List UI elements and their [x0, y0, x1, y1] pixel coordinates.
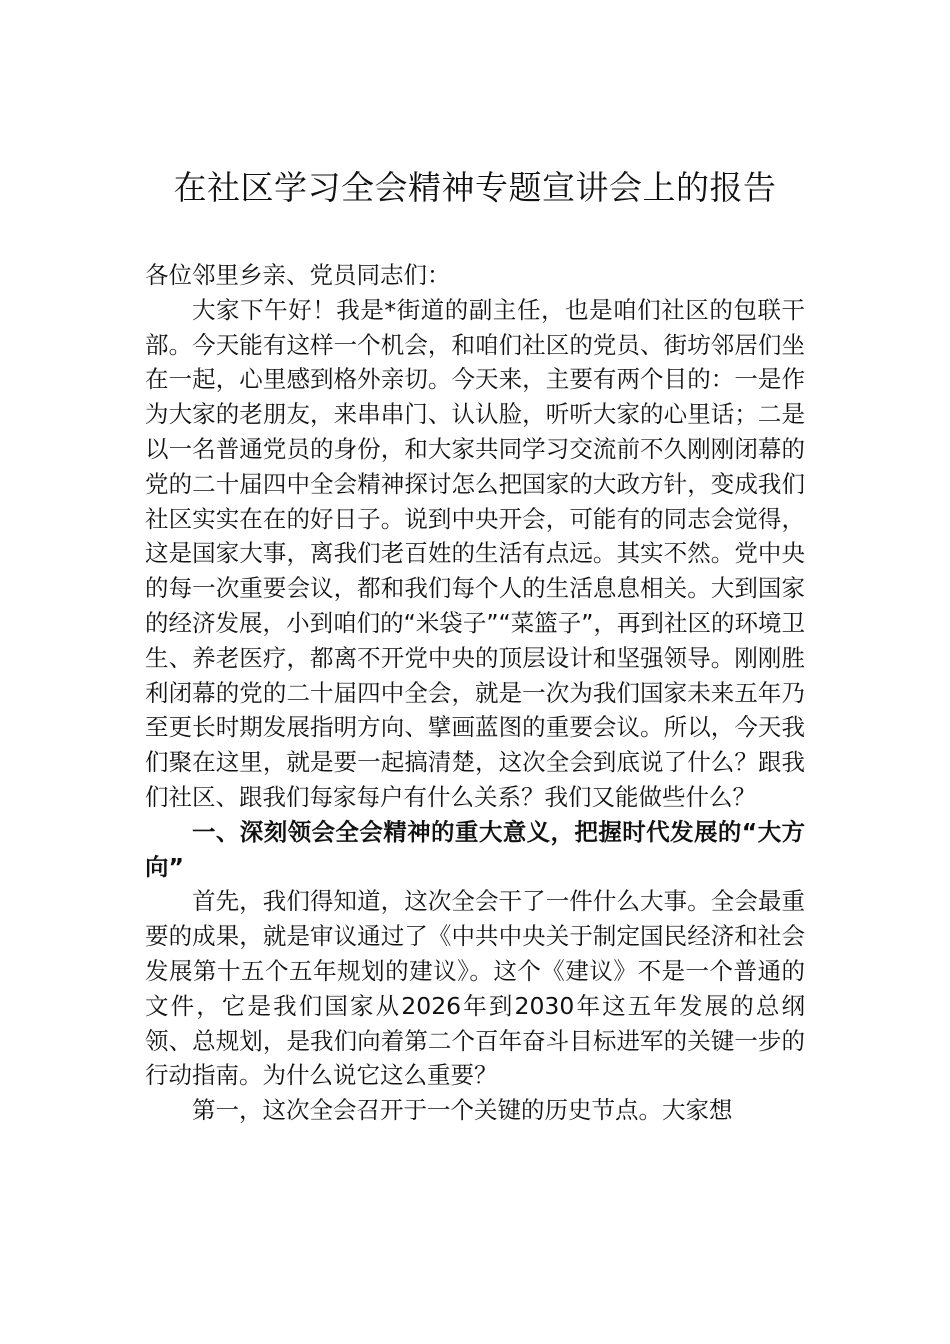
document-title: 在社区学习全会精神专题宣讲会上的报告: [173, 168, 777, 207]
section-paragraph: 第一，这次全会召开于一个关键的历史节点。大家想: [192, 1096, 733, 1125]
salutation: 各位邻里乡亲、党员同志们：: [145, 261, 451, 289]
opening-paragraph: 大家下午好！我是*街道的副主任，也是咱们社区的包联干部。今天能有这样一个机会，和咱们社区的党员、街坊邻居们坐在一起，心里感到格外亲切。今天来，主要有两个目的：一是作为大家的老朋友，来串串门、认认脸，听听大家的心里话；二是以一名普通党员的身份，和大家共同学习交流前不久刚刚闭幕的党的二十届四中全会精神探讨怎么把国家的大政方针，变成我们社区实实在在的好日子。说到中央开会，可能有的同志会觉得，这是国家大事，离我们老百姓的生活有点远。其实不然。党中央的每一次重要会议，都和我们每个人的生活息息相关。大到国家的经济发展，小到咱们的“米袋子”“菜篮子”，再到社区的环境卫生、养老医疗，都离不开党中央的顶层设计和坚强领导。刚刚胜利闭幕的党的二十届四中全会，就是一次为我们国家未来五年乃至更长时期发展指明方向、擘画蓝图的重要会议。所以，今天我们聚在这里，就是要一起搞清楚，这次全会到底说了什么？跟我们社区、跟我们每家每户有什么关系？我们又能做些什么？: [145, 295, 805, 811]
section-paragraph: 首先，我们得知道，这次全会干了一件什么大事。全会最重要的成果，就是审议通过了《中共中央关于制定国民经济和社会发展第十五个五年规划的建议》。这个《建议》不是一个普通的文件，它是我们国家从2026年到2030年这五年发展的总纲领、总规划，是我们向着第二个百年奋斗目标进军的关键一步的行动指南。为什么说它这么重要？: [145, 887, 805, 1090]
section-heading: 一、深刻领会全会精神的重大意义，把握时代发展的“大方向”: [145, 817, 805, 881]
document-body: [145, 258, 805, 1128]
